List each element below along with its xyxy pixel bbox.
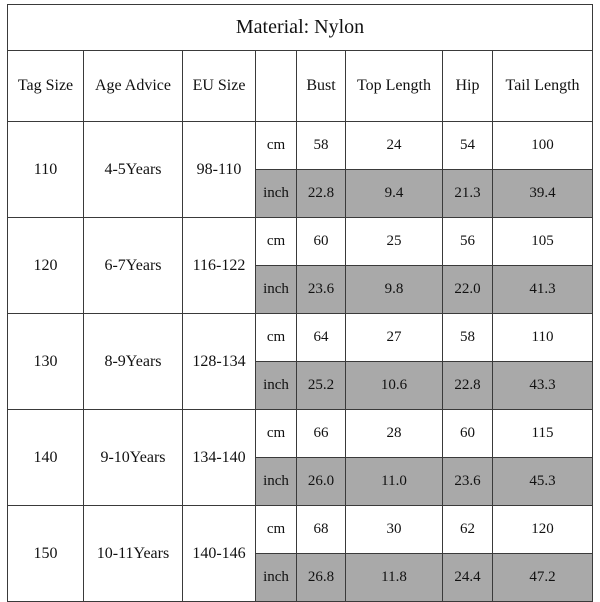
tag-size-cell: 120 [8,218,84,314]
hip-inch-value: 21.3 [443,170,493,218]
tail-inch-value: 39.4 [493,170,593,218]
hip-inch-value: 24.4 [443,554,493,602]
tail-inch-value: 47.2 [493,554,593,602]
table-title: Material: Nylon [8,5,593,51]
top-inch-value: 9.4 [346,170,443,218]
hip-cm-value: 54 [443,122,493,170]
eu-size-cell: 128-134 [183,314,256,410]
tail-cm-value: 120 [493,506,593,554]
eu-size-cell: 140-146 [183,506,256,602]
bust-inch-value: 26.0 [297,458,346,506]
bust-cm-value: 60 [297,218,346,266]
hip-inch-value: 22.0 [443,266,493,314]
eu-size-cell: 116-122 [183,218,256,314]
bust-inch-value: 25.2 [297,362,346,410]
table-row-cm [8,410,593,458]
top-cm-value: 25 [346,218,443,266]
header-age-advice: Age Advice [84,51,183,122]
unit-inch-label: inch [256,266,297,314]
hip-cm-value: 60 [443,410,493,458]
bust-inch-value: 26.8 [297,554,346,602]
unit-inch-label: inch [256,458,297,506]
tail-cm-value: 105 [493,218,593,266]
unit-inch-label: inch [256,554,297,602]
table-body [8,122,593,602]
table-row-cm [8,218,593,266]
header-tag-size: Tag Size [8,51,84,122]
size-chart-table [7,4,593,602]
tail-cm-value: 100 [493,122,593,170]
tag-size-cell: 140 [8,410,84,506]
table-row-cm [8,314,593,362]
header-top-length: Top Length [346,51,443,122]
unit-cm-label: cm [256,314,297,362]
tag-size-cell: 150 [8,506,84,602]
tag-size-cell: 110 [8,122,84,218]
header-eu-size: EU Size [183,51,256,122]
header-bust: Bust [297,51,346,122]
age-advice-cell: 6-7Years [84,218,183,314]
top-cm-value: 24 [346,122,443,170]
bust-cm-value: 68 [297,506,346,554]
top-cm-value: 28 [346,410,443,458]
hip-cm-value: 56 [443,218,493,266]
tail-cm-value: 110 [493,314,593,362]
header-hip: Hip [443,51,493,122]
top-inch-value: 9.8 [346,266,443,314]
header-unit [256,51,297,122]
eu-size-cell: 134-140 [183,410,256,506]
top-inch-value: 11.0 [346,458,443,506]
age-advice-cell: 8-9Years [84,314,183,410]
tail-inch-value: 43.3 [493,362,593,410]
bust-cm-value: 66 [297,410,346,458]
unit-cm-label: cm [256,410,297,458]
age-advice-cell: 10-11Years [84,506,183,602]
hip-inch-value: 22.8 [443,362,493,410]
tail-inch-value: 45.3 [493,458,593,506]
top-cm-value: 30 [346,506,443,554]
tail-inch-value: 41.3 [493,266,593,314]
hip-inch-value: 23.6 [443,458,493,506]
top-cm-value: 27 [346,314,443,362]
age-advice-cell: 9-10Years [84,410,183,506]
tag-size-cell: 130 [8,314,84,410]
top-inch-value: 11.8 [346,554,443,602]
tail-cm-value: 115 [493,410,593,458]
unit-inch-label: inch [256,170,297,218]
unit-inch-label: inch [256,362,297,410]
unit-cm-label: cm [256,122,297,170]
age-advice-cell: 4-5Years [84,122,183,218]
header-tail-length: Tail Length [493,51,593,122]
table-row-cm [8,506,593,554]
hip-cm-value: 58 [443,314,493,362]
top-inch-value: 10.6 [346,362,443,410]
bust-inch-value: 22.8 [297,170,346,218]
eu-size-cell: 98-110 [183,122,256,218]
bust-inch-value: 23.6 [297,266,346,314]
unit-cm-label: cm [256,218,297,266]
hip-cm-value: 62 [443,506,493,554]
bust-cm-value: 58 [297,122,346,170]
table-row-cm [8,122,593,170]
unit-cm-label: cm [256,506,297,554]
bust-cm-value: 64 [297,314,346,362]
